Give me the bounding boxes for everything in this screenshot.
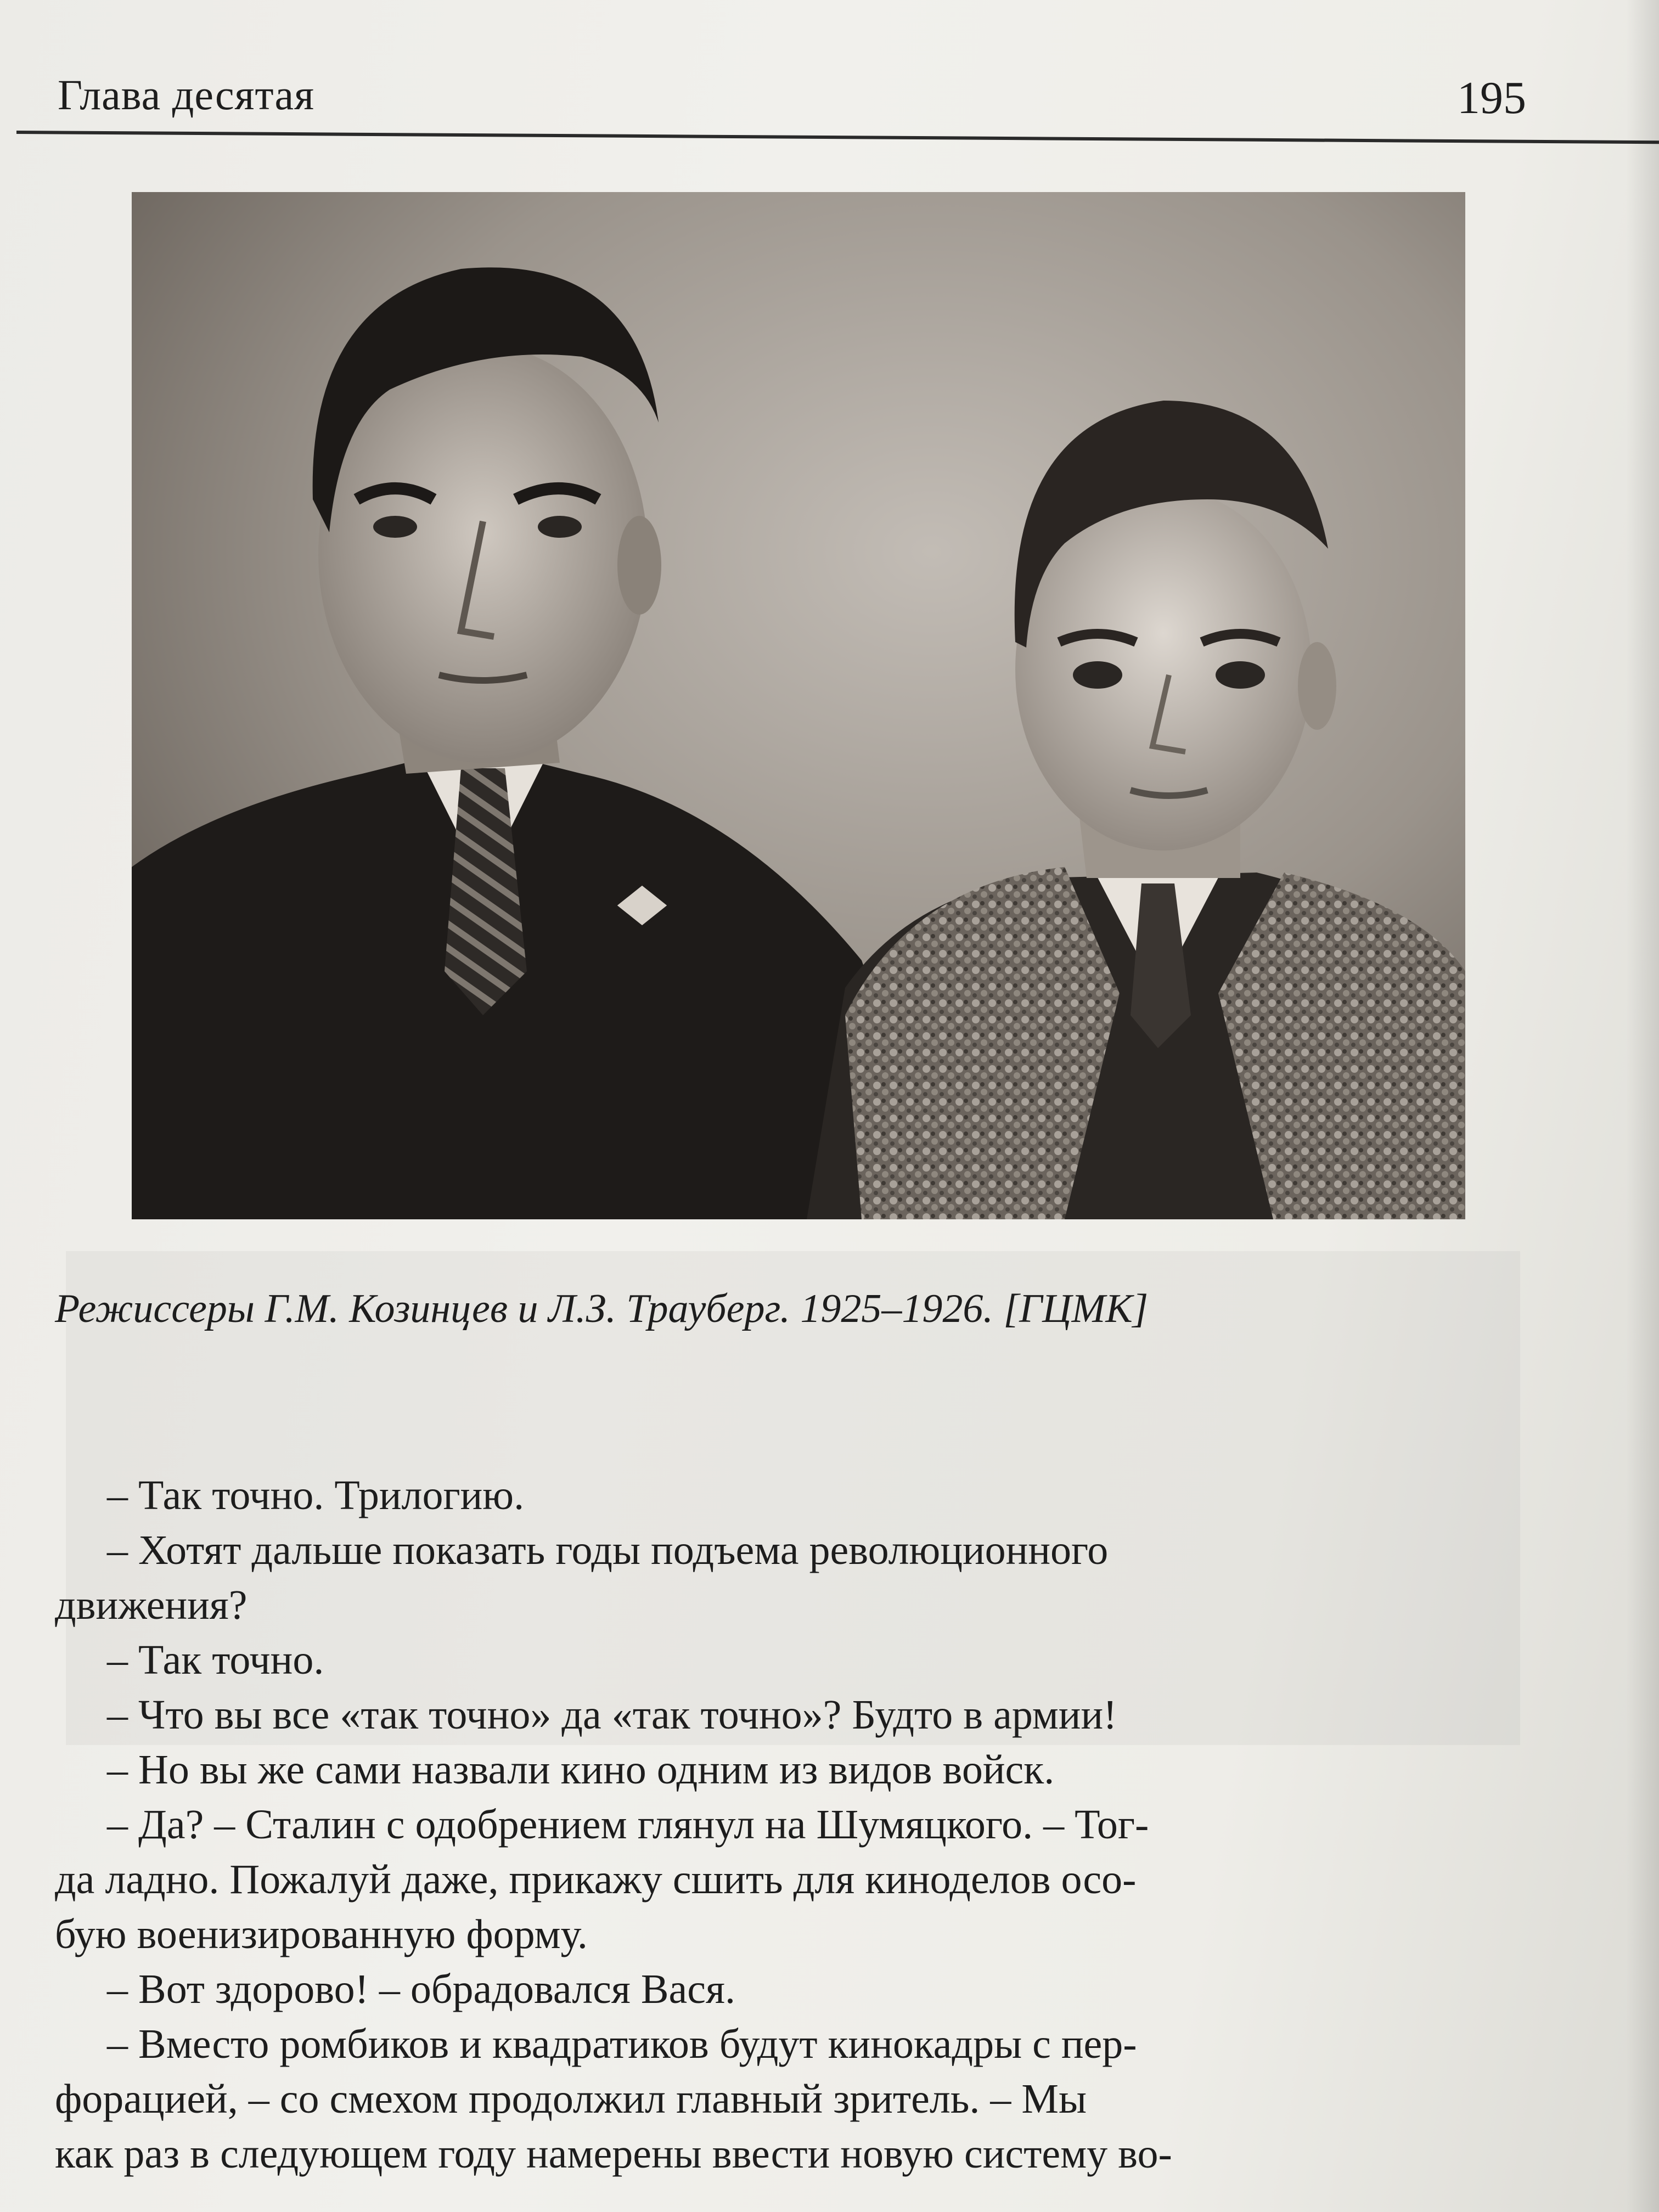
text-line: как раз в следующем году намерены ввести новую систему во-: [55, 2131, 1172, 2177]
text-line: – Вместо ромбиков и квадратиков будут кинокадры с пер-: [107, 2021, 1137, 2067]
text-line: форацией, – со смехом продолжил главный зритель. – Мы: [55, 2076, 1087, 2122]
text-line: – Хотят дальше показать годы подъема революционного: [107, 1527, 1109, 1573]
photo-illustration: [132, 192, 1465, 1219]
text-line: – Так точно.: [107, 1637, 324, 1683]
page-edge-shadow: [1626, 0, 1659, 2212]
text-line: – Да? – Сталин с одобрением глянул на Шумяцкого. – Тог-: [107, 1802, 1149, 1848]
header-rule: [16, 131, 1659, 144]
text-line: – Так точно. Трилогию.: [107, 1472, 525, 1518]
photo-two-men-portrait: [132, 192, 1465, 1219]
text-line: – Вот здорово! – обрадовался Вася.: [107, 1966, 735, 2012]
chapter-title: Глава десятая: [58, 71, 314, 119]
text-line: бую военизированную форму.: [55, 1911, 588, 1957]
text-line: движения?: [55, 1582, 248, 1628]
photo-caption: Режиссеры Г.М. Козинцев и Л.З. Трауберг. 1925–1926. [ГЦМК]: [55, 1286, 1149, 1331]
running-header: [58, 65, 1539, 125]
text-line: да ладно. Пожалуй даже, прикажу сшить для киноделов осо-: [55, 1856, 1137, 1903]
page-number: 195: [1457, 72, 1526, 123]
text-line: – Но вы же сами назвали кино одним из видов войск.: [107, 1747, 1055, 1793]
text-line: – Что вы все «так точно» да «так точно»? Будто в армии!: [107, 1692, 1117, 1738]
